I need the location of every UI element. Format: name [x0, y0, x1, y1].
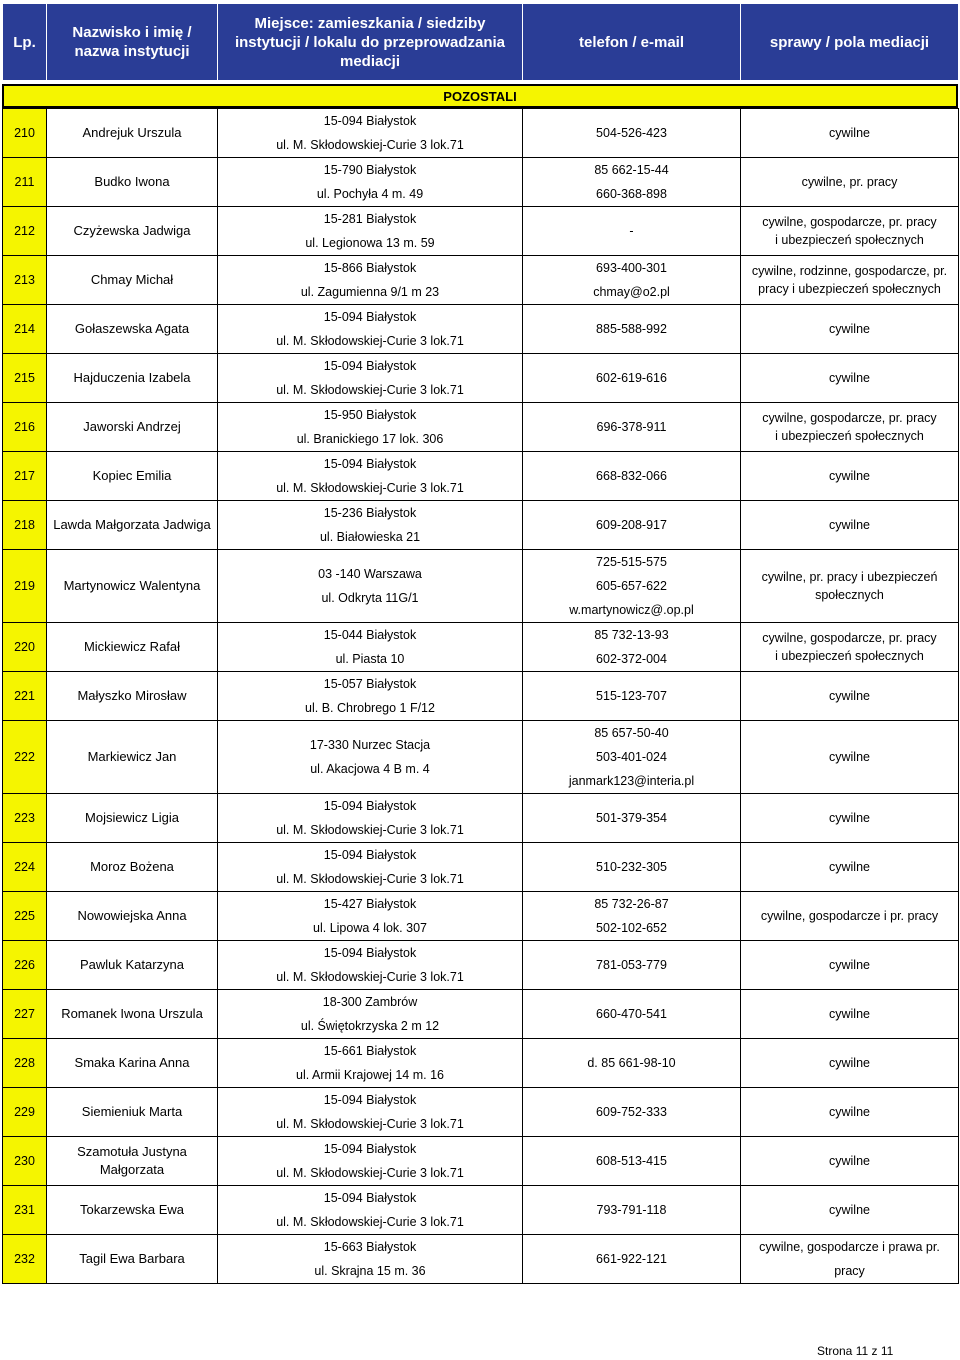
address-line: ul. Piasta 10 — [335, 652, 405, 666]
mediation-area-line: cywilne — [829, 1154, 870, 1168]
address-line: ul. M. Skłodowskiej-Curie 3 lok.71 — [276, 334, 464, 348]
address-cell — [218, 623, 523, 672]
contact-line: 885-588-992 — [596, 322, 667, 336]
mediator-name: Jaworski Andrzej — [47, 403, 218, 452]
mediator-name: Andrejuk Urszula — [47, 109, 218, 158]
contact-cell — [523, 207, 741, 256]
address-line: 15-663 Białystok — [323, 1240, 417, 1254]
address-line: ul. M. Skłodowskiej-Curie 3 lok.71 — [276, 823, 464, 837]
address-line: ul. M. Skłodowskiej-Curie 3 lok.71 — [276, 1117, 464, 1131]
mediation-area-line: cywilne, gospodarcze i prawa pr. pracy — [759, 1240, 940, 1278]
mediation-areas-cell — [741, 501, 959, 550]
contact-line: 725-515-575 — [596, 555, 667, 569]
address-cell — [218, 256, 523, 305]
contact-line: 602-372-004 — [596, 652, 667, 666]
mediation-areas-cell — [741, 109, 959, 158]
mediation-area-line: cywilne, gospodarcze i pr. pracy — [760, 909, 939, 923]
address-cell — [218, 892, 523, 941]
mediation-areas-cell — [741, 1235, 959, 1284]
row-number: 221 — [3, 672, 47, 721]
mediation-areas-cell — [741, 452, 959, 501]
contact-cell — [523, 1137, 741, 1186]
mediation-areas-cell — [741, 794, 959, 843]
header-name: Nazwisko i imię / nazwa instytucji — [47, 4, 218, 81]
row-number: 226 — [3, 941, 47, 990]
address-line: 15-236 Białystok — [323, 506, 417, 520]
table-row — [3, 1186, 959, 1235]
address-line: 15-057 Białystok — [323, 677, 417, 691]
row-number: 215 — [3, 354, 47, 403]
contact-line: 668-832-066 — [596, 469, 667, 483]
contact-line: - — [629, 224, 634, 238]
mediation-areas-cell — [741, 990, 959, 1039]
row-number: 227 — [3, 990, 47, 1039]
contact-cell — [523, 256, 741, 305]
table-row — [3, 550, 959, 623]
address-line: ul. M. Skłodowskiej-Curie 3 lok.71 — [276, 481, 464, 495]
address-line: ul. Odkryta 11G/1 — [321, 591, 419, 605]
mediator-name: Siemieniuk Marta — [47, 1088, 218, 1137]
contact-cell — [523, 623, 741, 672]
row-number: 229 — [3, 1088, 47, 1137]
contact-cell — [523, 721, 741, 794]
address-line: 15-790 Białystok — [323, 163, 417, 177]
address-line: 15-094 Białystok — [323, 946, 417, 960]
mediation-area-line: i ubezpieczeń społecznych — [775, 233, 924, 247]
contact-line: 781-053-779 — [596, 958, 667, 972]
mediator-name: Tagil Ewa Barbara — [47, 1235, 218, 1284]
contact-line: janmark123@interia.pl — [568, 774, 695, 788]
mediation-areas-cell — [741, 1186, 959, 1235]
address-line: 03 -140 Warszawa — [318, 567, 422, 581]
address-line: 15-094 Białystok — [323, 799, 417, 813]
address-line: 15-281 Białystok — [323, 212, 417, 226]
address-line: ul. B. Chrobrego 1 F/12 — [305, 701, 435, 715]
mediator-name: Markiewicz Jan — [47, 721, 218, 794]
mediation-area-line: pracy i ubezpieczeń społecznych — [758, 282, 941, 296]
mediator-name: Smaka Karina Anna — [47, 1039, 218, 1088]
table-row — [3, 892, 959, 941]
address-cell — [218, 1186, 523, 1235]
table-row — [3, 672, 959, 721]
header-lp: Lp. — [3, 4, 47, 81]
mediation-area-line: cywilne, rodzinne, gospodarcze, pr. — [751, 264, 948, 278]
mediation-area-line: cywilne, gospodarcze, pr. pracy — [762, 411, 937, 425]
address-line: ul. Białowieska 21 — [319, 530, 421, 544]
mediator-name: Romanek Iwona Urszula — [47, 990, 218, 1039]
row-number: 218 — [3, 501, 47, 550]
contact-cell — [523, 843, 741, 892]
address-cell — [218, 721, 523, 794]
mediation-area-line: cywilne — [829, 811, 870, 825]
mediator-name: Małyszko Mirosław — [47, 672, 218, 721]
address-cell — [218, 501, 523, 550]
address-cell — [218, 843, 523, 892]
mediation-area-line: cywilne — [829, 860, 870, 874]
header-place: Miejsce: zamieszkania / siedziby instytucji / lokalu do przeprowadzania mediacji — [218, 4, 523, 81]
contact-cell — [523, 1235, 741, 1284]
address-cell — [218, 1137, 523, 1186]
contact-cell — [523, 550, 741, 623]
table-row — [3, 501, 959, 550]
mediators-table-body — [3, 109, 959, 1284]
contact-cell — [523, 403, 741, 452]
address-line: 15-094 Białystok — [323, 114, 417, 128]
address-line: ul. Pochyła 4 m. 49 — [316, 187, 424, 201]
contact-cell — [523, 1088, 741, 1137]
row-number: 222 — [3, 721, 47, 794]
address-line: 15-094 Białystok — [323, 1142, 417, 1156]
address-cell — [218, 672, 523, 721]
address-line: ul. Lipowa 4 lok. 307 — [313, 921, 427, 935]
address-cell — [218, 990, 523, 1039]
table-row — [3, 990, 959, 1039]
mediator-name: Mojsiewicz Ligia — [47, 794, 218, 843]
mediation-areas-cell — [741, 354, 959, 403]
mediator-name: Hajduczenia Izabela — [47, 354, 218, 403]
mediation-area-line: cywilne — [829, 518, 870, 532]
table-row — [3, 109, 959, 158]
contact-line: 503-401-024 — [596, 750, 667, 764]
row-number: 219 — [3, 550, 47, 623]
mediation-area-line: cywilne — [829, 322, 870, 336]
contact-line: 504-526-423 — [596, 126, 667, 140]
contact-cell — [523, 452, 741, 501]
contact-line: 661-922-121 — [596, 1252, 667, 1266]
mediation-areas-cell — [741, 550, 959, 623]
table-row — [3, 623, 959, 672]
address-line: 15-044 Białystok — [323, 628, 417, 642]
mediators-table — [2, 108, 959, 1284]
mediation-area-line: cywilne, gospodarcze, pr. pracy — [762, 631, 937, 645]
address-cell — [218, 941, 523, 990]
row-number: 220 — [3, 623, 47, 672]
mediation-areas-cell — [741, 1039, 959, 1088]
contact-line: 660-470-541 — [596, 1007, 667, 1021]
contact-line: 85 732-26-87 — [594, 897, 669, 911]
mediator-name: Szamotuła Justyna Małgorzata — [47, 1137, 218, 1186]
mediator-name: Czyżewska Jadwiga — [47, 207, 218, 256]
mediation-areas-cell — [741, 1137, 959, 1186]
mediation-area-line: i ubezpieczeń społecznych — [775, 429, 924, 443]
mediation-area-line: cywilne — [829, 1105, 870, 1119]
page-number: Strona 11 z 11 — [817, 1344, 894, 1358]
table-row — [3, 843, 959, 892]
mediation-areas-cell — [741, 305, 959, 354]
table-row — [3, 256, 959, 305]
mediation-areas-cell — [741, 892, 959, 941]
mediation-area-line: cywilne — [829, 750, 870, 764]
address-cell — [218, 1088, 523, 1137]
contact-line: 660-368-898 — [596, 187, 667, 201]
contact-line: 510-232-305 — [596, 860, 667, 874]
contact-line: 501-379-354 — [596, 811, 667, 825]
mediator-name: Gołaszewska Agata — [47, 305, 218, 354]
row-number: 213 — [3, 256, 47, 305]
address-cell — [218, 403, 523, 452]
table-row — [3, 1137, 959, 1186]
mediator-name: Pawluk Katarzyna — [47, 941, 218, 990]
row-number: 223 — [3, 794, 47, 843]
address-line: ul. Branickiego 17 lok. 306 — [296, 432, 444, 446]
contact-line: 515-123-707 — [596, 689, 667, 703]
address-line: 18-300 Zambrów — [322, 995, 418, 1009]
contact-cell — [523, 794, 741, 843]
contact-line: chmay@o2.pl — [593, 285, 670, 299]
address-cell — [218, 1039, 523, 1088]
mediator-name: Martynowicz Walentyna — [47, 550, 218, 623]
address-line: ul. M. Skłodowskiej-Curie 3 lok.71 — [276, 872, 464, 886]
row-number: 232 — [3, 1235, 47, 1284]
contact-line: 609-208-917 — [596, 518, 667, 532]
row-number: 210 — [3, 109, 47, 158]
mediation-area-line: cywilne, pr. pracy i ubezpieczeń — [761, 570, 938, 584]
mediation-areas-cell — [741, 623, 959, 672]
mediation-area-line: cywilne — [829, 689, 870, 703]
row-number: 211 — [3, 158, 47, 207]
table-row — [3, 158, 959, 207]
table-row — [3, 305, 959, 354]
row-number: 225 — [3, 892, 47, 941]
mediation-area-line: cywilne — [829, 1007, 870, 1021]
mediation-area-line: cywilne — [829, 1056, 870, 1070]
mediator-name: Tokarzewska Ewa — [47, 1186, 218, 1235]
contact-line: 85 657-50-40 — [594, 726, 669, 740]
address-line: ul. Zagumienna 9/1 m 23 — [300, 285, 440, 299]
address-line: 15-094 Białystok — [323, 1191, 417, 1205]
header-areas: sprawy / pola mediacji — [741, 4, 959, 81]
contact-cell — [523, 305, 741, 354]
mediation-area-line: cywilne — [829, 469, 870, 483]
mediation-areas-cell — [741, 256, 959, 305]
contact-line: 85 732-13-93 — [594, 628, 669, 642]
mediation-area-line: cywilne, gospodarcze, pr. pracy — [762, 215, 937, 229]
mediation-area-line: cywilne, pr. pracy — [801, 175, 898, 189]
contact-cell — [523, 1039, 741, 1088]
address-line: 15-094 Białystok — [323, 359, 417, 373]
table-row — [3, 452, 959, 501]
contact-cell — [523, 672, 741, 721]
address-line: 17-330 Nurzec Stacja — [309, 738, 431, 752]
row-number: 224 — [3, 843, 47, 892]
address-line: 15-866 Białystok — [323, 261, 417, 275]
address-line: ul. Świętokrzyska 2 m 12 — [300, 1019, 440, 1033]
address-line: ul. M. Skłodowskiej-Curie 3 lok.71 — [276, 970, 464, 984]
mediation-area-line: cywilne — [829, 371, 870, 385]
row-number: 217 — [3, 452, 47, 501]
contact-line: 602-619-616 — [596, 371, 667, 385]
contact-line: 608-513-415 — [596, 1154, 667, 1168]
mediation-areas-cell — [741, 843, 959, 892]
contact-cell — [523, 501, 741, 550]
mediator-name: Kopiec Emilia — [47, 452, 218, 501]
mediation-area-line: społecznych — [815, 588, 884, 602]
contact-cell — [523, 158, 741, 207]
table-row — [3, 941, 959, 990]
address-line: 15-950 Białystok — [323, 408, 417, 422]
header-contact: telefon / e-mail — [523, 4, 741, 81]
mediation-areas-cell — [741, 941, 959, 990]
contact-cell — [523, 941, 741, 990]
contact-cell — [523, 892, 741, 941]
address-line: ul. M. Skłodowskiej-Curie 3 lok.71 — [276, 1166, 464, 1180]
address-line: 15-094 Białystok — [323, 457, 417, 471]
address-cell — [218, 452, 523, 501]
section-title: POZOSTALI — [2, 84, 958, 108]
mediator-name: Moroz Bożena — [47, 843, 218, 892]
contact-line: 609-752-333 — [596, 1105, 667, 1119]
table-row — [3, 1039, 959, 1088]
mediation-area-line: cywilne — [829, 958, 870, 972]
address-cell — [218, 109, 523, 158]
address-line: 15-094 Białystok — [323, 848, 417, 862]
address-cell — [218, 550, 523, 623]
contact-line: 502-102-652 — [596, 921, 667, 935]
contact-line: w.martynowicz@.op.pl — [569, 603, 694, 617]
mediation-area-line: cywilne — [829, 1203, 870, 1217]
table-row — [3, 403, 959, 452]
mediation-areas-cell — [741, 721, 959, 794]
mediation-areas-cell — [741, 672, 959, 721]
table-row — [3, 721, 959, 794]
table-row — [3, 1235, 959, 1284]
mediator-name: Lawda Małgorzata Jadwiga — [47, 501, 218, 550]
address-cell — [218, 207, 523, 256]
row-number: 228 — [3, 1039, 47, 1088]
row-number: 231 — [3, 1186, 47, 1235]
row-number: 230 — [3, 1137, 47, 1186]
address-line: ul. Legionowa 13 m. 59 — [305, 236, 435, 250]
table-row — [3, 1088, 959, 1137]
contact-line: 605-657-622 — [596, 579, 667, 593]
address-cell — [218, 354, 523, 403]
row-number: 216 — [3, 403, 47, 452]
address-line: ul. M. Skłodowskiej-Curie 3 lok.71 — [276, 1215, 464, 1229]
mediation-areas-cell — [741, 403, 959, 452]
contact-cell — [523, 990, 741, 1039]
address-line: 15-427 Białystok — [323, 897, 417, 911]
contact-line: 696-378-911 — [596, 420, 667, 434]
table-row — [3, 207, 959, 256]
address-line: ul. M. Skłodowskiej-Curie 3 lok.71 — [276, 138, 464, 152]
row-number: 212 — [3, 207, 47, 256]
contact-cell — [523, 1186, 741, 1235]
mediation-areas-cell — [741, 207, 959, 256]
address-cell — [218, 1235, 523, 1284]
address-line: ul. Armii Krajowej 14 m. 16 — [296, 1068, 444, 1082]
address-line: ul. Akacjowa 4 B m. 4 — [310, 762, 430, 776]
contact-cell — [523, 109, 741, 158]
address-line: 15-094 Białystok — [323, 1093, 417, 1107]
mediator-name: Nowowiejska Anna — [47, 892, 218, 941]
mediator-name: Mickiewicz Rafał — [47, 623, 218, 672]
address-line: ul. Skrajna 15 m. 36 — [314, 1264, 426, 1278]
contact-line: 693-400-301 — [596, 261, 667, 275]
table-row — [3, 794, 959, 843]
row-number: 214 — [3, 305, 47, 354]
address-cell — [218, 305, 523, 354]
mediation-areas-cell — [741, 1088, 959, 1137]
address-line: 15-661 Białystok — [323, 1044, 417, 1058]
mediation-areas-cell — [741, 158, 959, 207]
address-line: 15-094 Białystok — [323, 310, 417, 324]
table-row — [3, 354, 959, 403]
address-cell — [218, 158, 523, 207]
mediation-area-line: cywilne — [829, 126, 870, 140]
contact-cell — [523, 354, 741, 403]
mediator-name: Chmay Michał — [47, 256, 218, 305]
contact-line: 793-791-118 — [596, 1203, 667, 1217]
header-table — [2, 3, 959, 81]
mediator-name: Budko Iwona — [47, 158, 218, 207]
header-row — [3, 4, 959, 81]
address-line: ul. M. Skłodowskiej-Curie 3 lok.71 — [276, 383, 464, 397]
contact-line: d. 85 661-98-10 — [587, 1056, 676, 1070]
address-cell — [218, 794, 523, 843]
contact-line: 85 662-15-44 — [594, 163, 669, 177]
mediation-area-line: i ubezpieczeń społecznych — [775, 649, 924, 663]
